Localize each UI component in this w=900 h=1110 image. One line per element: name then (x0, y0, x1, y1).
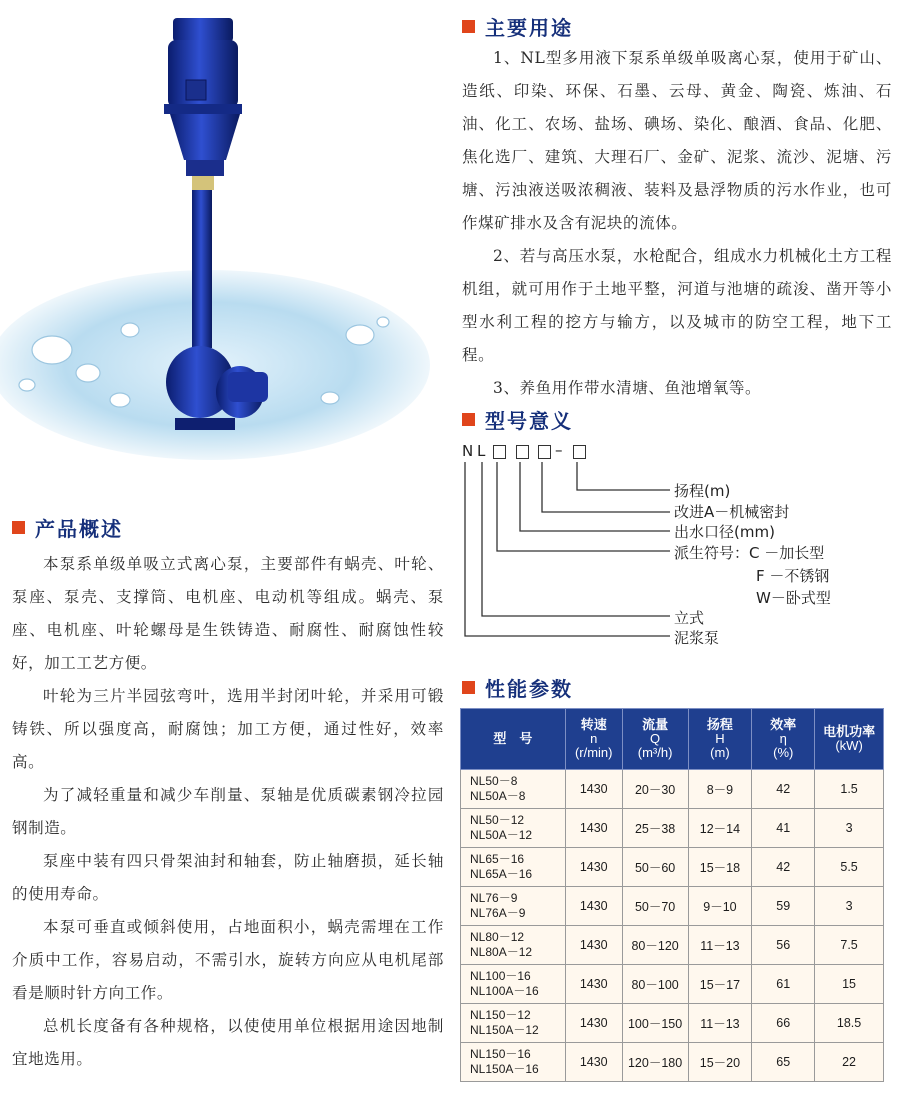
model-label-vertical: 立式 (674, 609, 705, 627)
performance-heading (462, 672, 573, 702)
cell-efficiency: 61 (752, 965, 815, 1004)
header-head: 扬程 H (m) (688, 709, 752, 770)
table-row (461, 1004, 884, 1043)
cell-speed: 1430 (565, 1004, 622, 1043)
cell-flow: 50－60 (622, 848, 688, 887)
cell-power: 1.5 (815, 770, 884, 809)
model-label-derived-f: F －不锈钢 (756, 567, 830, 585)
header-efficiency: 效率 η (%) (752, 709, 815, 770)
model-code-letter-n: N (462, 442, 474, 460)
cell-power: 3 (815, 887, 884, 926)
cell-model: NL76－9 NL76A－9 (461, 887, 566, 926)
cell-efficiency: 42 (752, 770, 815, 809)
table-row (461, 1043, 884, 1082)
cell-model: NL50－12 NL50A－12 (461, 809, 566, 848)
cell-model: NL80－12 NL80A－12 (461, 926, 566, 965)
performance-table (460, 708, 884, 1082)
pump-product-image (0, 0, 440, 500)
cell-speed: 1430 (565, 848, 622, 887)
cell-power: 18.5 (815, 1004, 884, 1043)
usage-text (462, 42, 892, 405)
heading-marker-icon (462, 413, 475, 426)
table-row (461, 965, 884, 1004)
overview-paragraph-1: 本泵系单级单吸立式离心泵，主要部件有蜗壳、叶轮、泵座、泵壳、支撑筒、电机座、电动机等组成。蜗壳、泵座、电机座、叶轮螺母是生铁铸造、耐腐性、耐腐蚀性较好，加工工艺方便。 (12, 555, 444, 672)
cell-flow: 25－38 (622, 809, 688, 848)
overview-paragraph-6: 总机长度备有各种规格，以使使用单位根据用途因地制宜地选用。 (12, 1017, 444, 1068)
cell-model: NL50－8 NL50A－8 (461, 770, 566, 809)
cell-flow: 20－30 (622, 770, 688, 809)
cell-efficiency: 41 (752, 809, 815, 848)
cell-flow: 100－150 (622, 1004, 688, 1043)
cell-speed: 1430 (565, 887, 622, 926)
cell-speed: 1430 (565, 926, 622, 965)
cell-flow: 80－120 (622, 926, 688, 965)
model-label-head: 扬程(m) (674, 482, 731, 500)
cell-model: NL150－12 NL150A－12 (461, 1004, 566, 1043)
cell-flow: 80－100 (622, 965, 688, 1004)
cell-speed: 1430 (565, 1043, 622, 1082)
cell-efficiency: 59 (752, 887, 815, 926)
cell-power: 15 (815, 965, 884, 1004)
cell-head: 11－13 (688, 926, 752, 965)
cell-power: 5.5 (815, 848, 884, 887)
cell-model: NL100－16 NL100A－16 (461, 965, 566, 1004)
overview-title: 产品概述 (35, 516, 123, 541)
overview-paragraph-2: 叶轮为三片半园弦弯叶，选用半封闭叶轮，并采用可锻铸铁、所以强度高，耐腐蚀；加工方便，通过性好，效率高。 (12, 687, 444, 771)
table-row (461, 770, 884, 809)
cell-speed: 1430 (565, 770, 622, 809)
table-header-row (461, 709, 884, 770)
usage-heading (462, 11, 573, 41)
model-code-letter-l: L (477, 442, 486, 460)
cell-head: 15－20 (688, 1043, 752, 1082)
usage-paragraph-3: 3、养鱼用作带水清塘、鱼池增氧等。 (493, 379, 762, 397)
table-row (461, 926, 884, 965)
cell-power: 7.5 (815, 926, 884, 965)
header-speed: 转速 n (r/min) (565, 709, 622, 770)
header-power: 电机功率 (kW) (815, 709, 884, 770)
cell-efficiency: 65 (752, 1043, 815, 1082)
cell-head: 11－13 (688, 1004, 752, 1043)
cell-head: 15－18 (688, 848, 752, 887)
model-label-improved: 改进A－机械密封 (674, 503, 790, 521)
cell-speed: 1430 (565, 965, 622, 1004)
heading-marker-icon (462, 681, 475, 694)
model-label-derived-w: W－卧式型 (756, 589, 831, 607)
cell-efficiency: 66 (752, 1004, 815, 1043)
cell-power: 3 (815, 809, 884, 848)
model-label-derived: 派生符号：C －加长型 (674, 544, 825, 562)
overview-paragraph-3: 为了减轻重量和减少车削量、泵轴是优质碳素钢冷拉园钢制造。 (12, 786, 444, 837)
usage-paragraph-1: 1、NL型多用液下泵系单级单吸离心泵，使用于矿山、造纸、印染、环保、石墨、云母、黄金、陶瓷、炼油、石油、化工、农场、盐场、碘场、染化、酿酒、食品、化肥、焦化选厂、建筑、大理石厂、金矿、泥浆、流沙、泥塘、污塘、污浊液送吸浓稠液、装料及悬浮物质的污水作业，也可作煤矿排水及含有泥块的流体。 (462, 49, 892, 232)
cell-efficiency: 42 (752, 848, 815, 887)
cell-head: 9－10 (688, 887, 752, 926)
header-flow: 流量 Q (m³/h) (622, 709, 688, 770)
table-row (461, 848, 884, 887)
heading-marker-icon (462, 20, 475, 33)
overview-paragraph-4: 泵座中装有四只骨架油封和轴套，防止轴磨损，延长轴的使用寿命。 (12, 852, 444, 903)
table-row (461, 809, 884, 848)
cell-head: 8－9 (688, 770, 752, 809)
cell-efficiency: 56 (752, 926, 815, 965)
cell-flow: 50－70 (622, 887, 688, 926)
cell-flow: 120－180 (622, 1043, 688, 1082)
model-meaning-title: 型号意义 (485, 408, 573, 433)
model-label-outlet: 出水口径(mm) (674, 523, 775, 541)
cell-model: NL65－16 NL65A－16 (461, 848, 566, 887)
cell-head: 12－14 (688, 809, 752, 848)
usage-title: 主要用途 (485, 15, 573, 40)
header-model: 型 号 (461, 709, 566, 770)
cell-model: NL150－16 NL150A－16 (461, 1043, 566, 1082)
cell-power: 22 (815, 1043, 884, 1082)
model-meaning-heading (462, 404, 573, 434)
heading-marker-icon (12, 521, 25, 534)
cell-speed: 1430 (565, 809, 622, 848)
usage-paragraph-2: 2、若与高压水泵，水枪配合，组成水力机械化土方工程机组，就可用作于土地平整，河道与池塘的疏浚、凿开等小型水利工程的挖方与输方，以及城市的防空工程，地下工程。 (462, 247, 892, 364)
overview-paragraph-5: 本泵可垂直或倾斜使用，占地面积小，蜗壳需埋在工作介质中工作，容易启动，不需引水，旋转方向应从电机尾部看是顺时针方向工作。 (12, 918, 444, 1002)
overview-heading (12, 512, 123, 542)
table-row (461, 887, 884, 926)
cell-head: 15－17 (688, 965, 752, 1004)
model-code-dash: – (555, 441, 563, 459)
model-label-slurry: 泥浆泵 (674, 629, 720, 647)
overview-text (12, 548, 444, 1076)
performance-title: 性能参数 (485, 676, 573, 701)
